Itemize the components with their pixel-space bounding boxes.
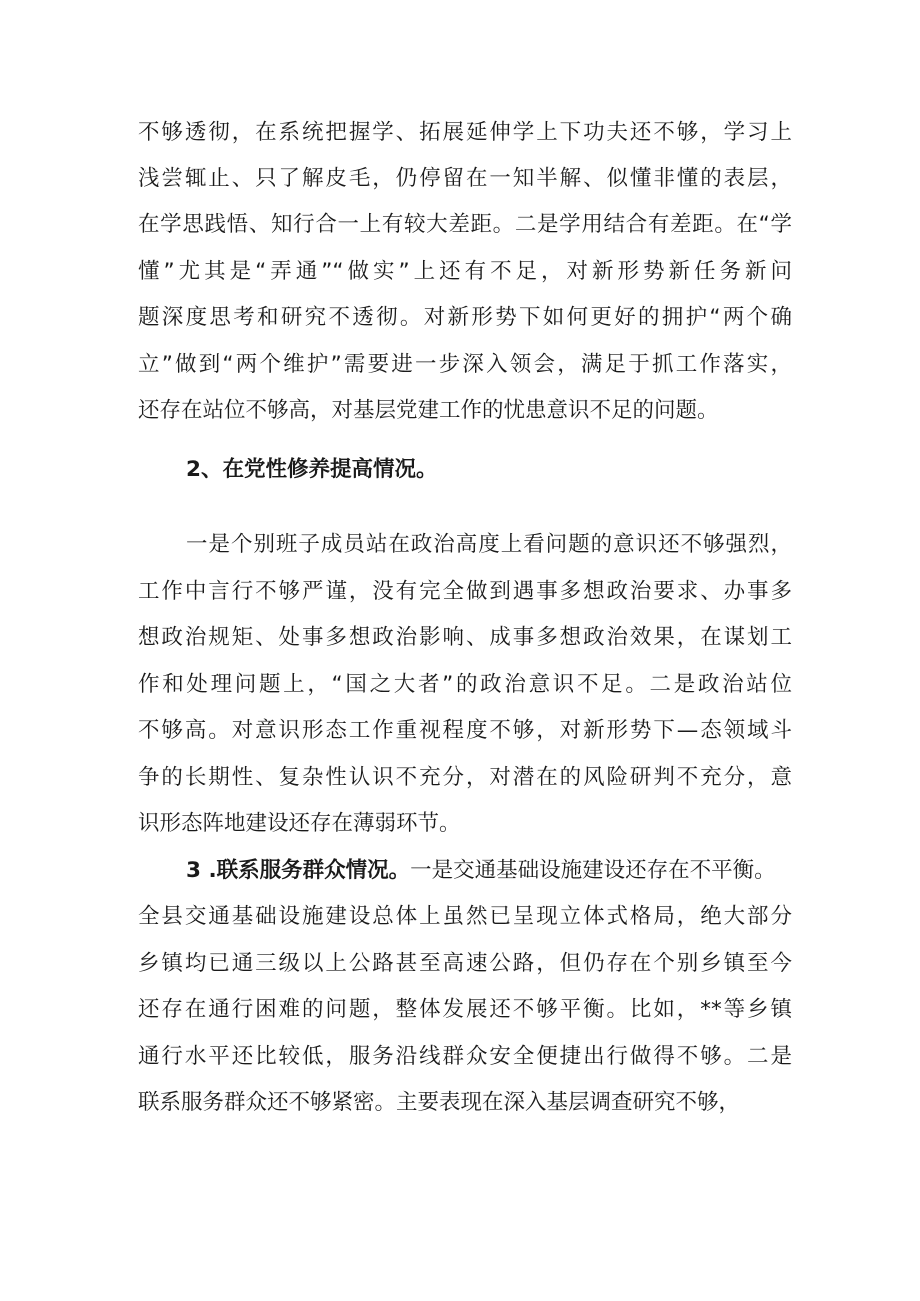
paragraph-line: 题深度思考和研究不透彻。对新形势下如何更好的拥护“两个确 bbox=[138, 305, 792, 330]
paragraph-line: 还存在站位不够高，对基层党建工作的忧患意识不足的问题。 bbox=[138, 398, 719, 423]
paragraph-line: 乡镇均已通三级以上公路甚至高速公路，但仍存在个别乡镇至今 bbox=[138, 951, 792, 976]
paragraph-line: 不够透彻，在系统把握学、拓展延伸学上下功夫还不够，学习上 bbox=[138, 120, 792, 145]
paragraph-line: 不够高。对意识形态工作重视程度不够，对新形势下—态领域斗 bbox=[138, 718, 792, 743]
paragraph-line: 懂”尤其是“弄通”“做实”上还有不足，对新形势新任务新问 bbox=[138, 259, 792, 284]
paragraph-line: 识形态阵地建设还存在薄弱环节。 bbox=[138, 811, 461, 836]
paragraph-line: 一是个别班子成员站在政治高度上看问题的意识还不够强烈， bbox=[186, 532, 792, 557]
paragraph-line: 立”做到“两个维护”需要进一步深入领会，满足于抓工作落实， bbox=[138, 352, 792, 377]
paragraph-text: 一是交通基础设施建设还存在不平衡。 bbox=[410, 858, 776, 883]
paragraph-line: 通行水平还比较低，服务沿线群众安全便捷出行做得不够。二是 bbox=[138, 1044, 792, 1069]
paragraph-line: 工作中言行不够严谨，没有完全做到遇事多想政治要求、办事多 bbox=[138, 579, 792, 604]
paragraph-line: 还存在通行困难的问题，整体发展还不够平衡。比如，**等乡镇 bbox=[138, 997, 792, 1022]
section-heading: 2、在党性修养提高情况。 bbox=[186, 457, 438, 482]
paragraph-line: 争的长期性、复杂性认识不充分，对潜在的风险研判不充分，意 bbox=[138, 765, 792, 790]
paragraph-line: 浅尝辄止、只了解皮毛，仍停留在一知半解、似懂非懂的表层， bbox=[138, 166, 792, 191]
paragraph-line: 联系服务群众还不够紧密。主要表现在深入基层调查研究不够， bbox=[138, 1090, 741, 1115]
paragraph-line: 想政治规矩、处事多想政治影响、成事多想政治效果，在谋划工 bbox=[138, 625, 792, 650]
section-heading: 3 .联系服务群众情况。 bbox=[186, 858, 411, 883]
paragraph-line: 在学思践悟、知行合一上有较大差距。二是学用结合有差距。在“学 bbox=[138, 212, 792, 237]
paragraph-line: 作和处理问题上，“国之大者”的政治意识不足。二是政治站位 bbox=[138, 672, 792, 697]
section-3-line bbox=[186, 856, 792, 886]
paragraph-line: 全县交通基础设施建设总体上虽然已呈现立体式格局，绝大部分 bbox=[138, 904, 792, 929]
